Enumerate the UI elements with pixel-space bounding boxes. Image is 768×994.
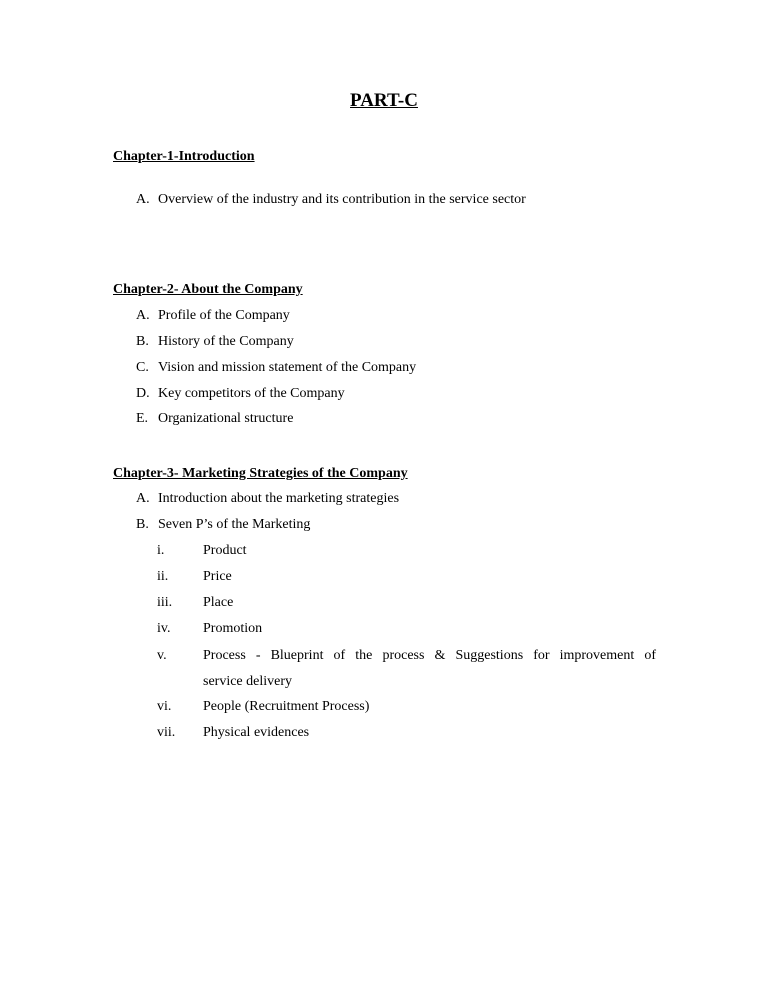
sub-list-item-text: Promotion [203,621,263,636]
list-item-text: Seven P’s of the Marketing [158,517,311,532]
list-marker: A. [136,308,150,323]
chapter-1-heading: Chapter-1-Introduction [113,149,255,164]
sub-list-marker: iv. [157,621,171,636]
sub-list-marker: ii. [157,569,169,584]
sub-list-marker: v. [157,648,167,663]
sub-list-marker: i. [157,543,165,558]
sub-list-item-text-continued: service delivery [203,674,293,689]
list-marker: B. [136,517,149,532]
sub-list-item-text: Process - Blueprint of the process & Suggestions for improvement of [203,648,656,663]
list-item-text: Organizational structure [158,411,294,426]
sub-list-marker: vii. [157,725,176,740]
sub-list-item-text: People (Recruitment Process) [203,699,370,714]
list-item-text: Key competitors of the Company [158,386,345,401]
list-item-text: Overview of the industry and its contribution in the service sector [158,192,526,207]
list-marker: D. [136,386,150,401]
list-item-text: History of the Company [158,334,294,349]
list-marker: A. [136,491,150,506]
list-item-text: Profile of the Company [158,308,290,323]
sub-list-item-text: Price [203,569,232,584]
sub-list-marker: iii. [157,595,173,610]
list-marker: E. [136,411,149,426]
list-item-text: Introduction about the marketing strategies [158,491,400,506]
chapter-3-heading: Chapter-3- Marketing Strategies of the Company [113,466,408,481]
sub-list-item-text: Physical evidences [203,725,310,740]
sub-list-marker: vi. [157,699,172,714]
list-item-text: Vision and mission statement of the Company [158,360,417,375]
sub-list-item-text: Product [203,543,247,558]
chapter-2-heading: Chapter-2- About the Company [113,282,303,297]
list-marker: B. [136,334,149,349]
list-marker: A. [136,192,150,207]
sub-list-item-text: Place [203,595,234,610]
list-marker: C. [136,360,149,375]
page-title: PART-C [350,90,418,111]
